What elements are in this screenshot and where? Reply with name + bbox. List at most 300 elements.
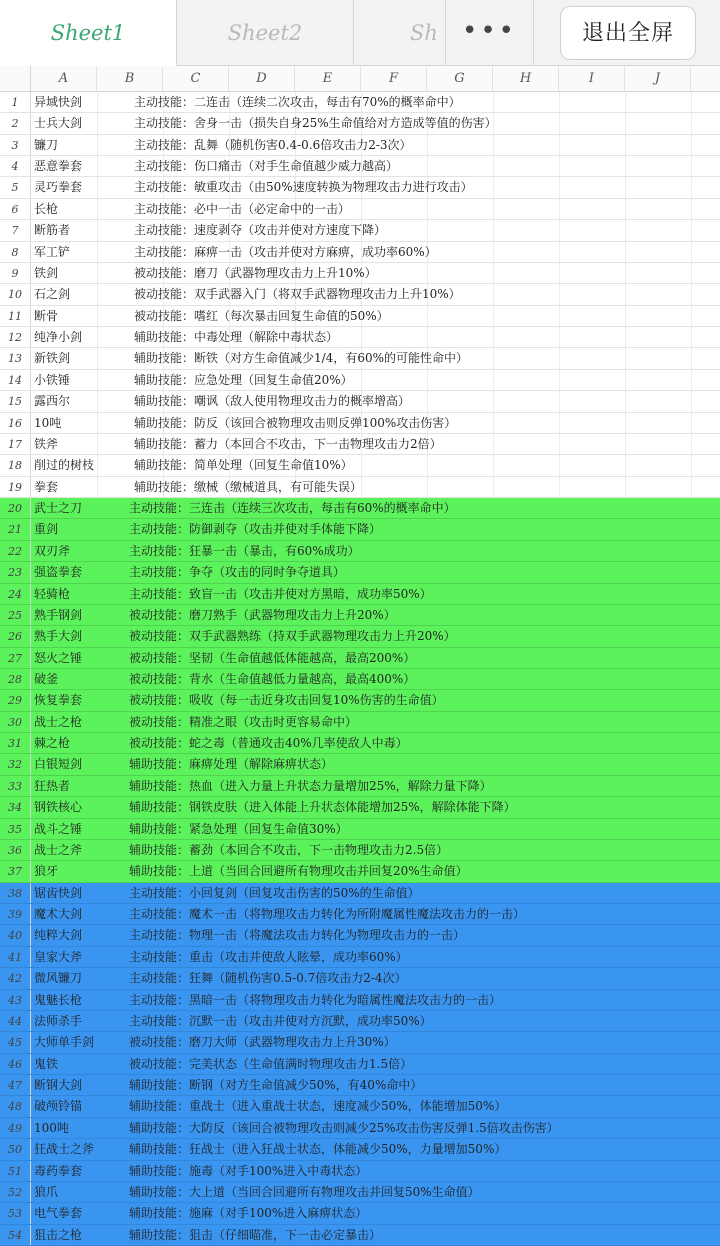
cell-skill-description[interactable]: 辅助技能：麻痹处理（解除麻痹状态）: [129, 757, 334, 772]
grid-line: [97, 242, 98, 262]
row-number[interactable]: 39: [0, 904, 31, 924]
cell-skill-description[interactable]: 主动技能：魔术一击（将物理攻击力转化为所附魔属性魔法攻击力的一击）: [129, 907, 526, 922]
cell-skill-description[interactable]: 主动技能：致盲一击（攻击并使对方黑暗，成功率50%）: [129, 586, 432, 601]
row-number[interactable]: 5: [0, 177, 31, 197]
column-header-i[interactable]: I: [559, 66, 625, 92]
spreadsheet-grid[interactable]: [0, 92, 720, 1246]
grid-line: [97, 434, 98, 454]
tab-sheet2[interactable]: Sheet2: [177, 0, 354, 66]
row-number[interactable]: 54: [0, 1225, 31, 1245]
table-row[interactable]: [0, 1096, 720, 1117]
cell-weapon-name[interactable]: 新铁剑: [34, 351, 71, 366]
grid-line: [625, 413, 626, 433]
grid-line: [493, 135, 494, 155]
table-row[interactable]: [0, 584, 720, 605]
row-number[interactable]: 22: [0, 541, 31, 561]
grid-line: [493, 477, 494, 497]
table-row[interactable]: [0, 1118, 720, 1139]
cell-skill-description[interactable]: 主动技能：舍身一击（损失自身25%生命值给对方造成等值的伤害）: [134, 116, 497, 131]
row-number[interactable]: 49: [0, 1118, 31, 1138]
grid-line: [493, 220, 494, 240]
row-number[interactable]: 40: [0, 925, 31, 945]
grid-line: [361, 199, 362, 219]
row-number[interactable]: 46: [0, 1054, 31, 1074]
column-header-c[interactable]: C: [163, 66, 229, 92]
grid-line: [361, 370, 362, 390]
grid-line: [691, 199, 692, 219]
row-number[interactable]: 36: [0, 840, 31, 860]
grid-line: [559, 220, 560, 240]
cell-skill-description[interactable]: 被动技能：双手武器入门（将双手武器物理攻击力上升10%）: [134, 287, 461, 302]
cell-weapon-name[interactable]: 狼爪: [34, 1184, 59, 1199]
grid-line: [493, 199, 494, 219]
cell-skill-description[interactable]: 主动技能：沉默一击（攻击并使对方沉默，成功率50%）: [129, 1013, 432, 1028]
cell-weapon-name[interactable]: 破釜: [34, 672, 59, 686]
grid-line: [625, 220, 626, 240]
table-row[interactable]: [0, 455, 720, 476]
more-tabs-button[interactable]: •••: [446, 0, 534, 66]
grid-line: [559, 477, 560, 497]
row-number[interactable]: 35: [0, 819, 31, 839]
cell-skill-description[interactable]: 被动技能：坚韧（生命值越低体能越高，最高200%）: [129, 650, 416, 665]
cell-weapon-name[interactable]: 铁剑: [34, 265, 59, 280]
row-number[interactable]: 11: [0, 306, 31, 326]
table-row[interactable]: [0, 498, 720, 519]
cell-weapon-name[interactable]: 战士之斧: [34, 842, 83, 857]
grid-line: [493, 92, 494, 112]
table-row[interactable]: [0, 1182, 720, 1203]
cell-skill-description[interactable]: 辅助技能：简单处理（回复生命值10%）: [134, 458, 353, 473]
cell-skill-description[interactable]: 辅助技能：大防反（该回合被物理攻击则减少25%攻击伤害反弹1.5倍攻击伤害）: [129, 1120, 559, 1135]
table-row[interactable]: [0, 135, 720, 156]
cell-skill-description[interactable]: 辅助技能：嘲讽（敌人使用物理攻击力的概率增高）: [134, 394, 411, 409]
grid-line: [625, 156, 626, 176]
table-row[interactable]: [0, 177, 720, 198]
cell-skill-description[interactable]: 辅助技能：缴械（缴械道具，有可能失误）: [134, 479, 363, 494]
table-row[interactable]: [0, 1139, 720, 1160]
grid-line: [493, 434, 494, 454]
cell-skill-description[interactable]: 主动技能：狂舞（随机伤害0.5-0.7倍攻击力2-4次）: [129, 971, 407, 986]
table-row[interactable]: [0, 1032, 720, 1053]
table-row[interactable]: [0, 754, 720, 775]
cell-weapon-name[interactable]: 士兵大剑: [34, 116, 83, 131]
grid-line: [427, 327, 428, 347]
row-number[interactable]: 51: [0, 1161, 31, 1181]
grid-line: [559, 284, 560, 304]
grid-line: [97, 220, 98, 240]
row-number[interactable]: 19: [0, 477, 31, 497]
cell-skill-description[interactable]: 辅助技能：蓄劲（本回合不攻击，下一击物理攻击力2.5倍）: [129, 842, 449, 857]
table-row[interactable]: [0, 284, 720, 305]
cell-skill-description[interactable]: 辅助技能：热血（进入力量上升状态力量增加25%，解除力量下降）: [129, 778, 492, 793]
row-number[interactable]: 7: [0, 220, 31, 240]
cell-skill-description[interactable]: 主动技能：敏重攻击（由50%速度转换为物理攻击力进行攻击）: [134, 180, 473, 195]
cell-weapon-name[interactable]: 小铁锤: [34, 372, 71, 387]
grid-line: [625, 242, 626, 262]
cell-weapon-name[interactable]: 强盗拳套: [34, 565, 83, 580]
cell-skill-description[interactable]: 主动技能：必中一击（必定命中的一击）: [134, 201, 351, 216]
cell-skill-description[interactable]: 辅助技能：狂战士（进入狂战士状态，体能减少50%，力量增加50%）: [129, 1142, 507, 1157]
cell-weapon-name[interactable]: 重剑: [34, 522, 59, 537]
cell-weapon-name[interactable]: 战斗之锤: [34, 821, 83, 836]
cell-skill-description[interactable]: 辅助技能：大上道（当回合回避所有物理攻击并回复50%生命值）: [129, 1184, 480, 1199]
grid-line: [97, 306, 98, 326]
row-number[interactable]: 14: [0, 370, 31, 390]
cell-weapon-name[interactable]: 鬼铁: [34, 1056, 59, 1071]
table-row[interactable]: [0, 626, 720, 647]
cell-skill-description[interactable]: 被动技能：双手武器熟练（持双手武器物理攻击力上升20%）: [129, 629, 456, 644]
table-row[interactable]: [0, 1203, 720, 1224]
grid-line: [97, 199, 98, 219]
sheet-tab-bar: [0, 0, 720, 66]
cell-skill-description[interactable]: 主动技能：伤口痛击（对手生命值越少威力越高）: [134, 159, 399, 174]
row-number[interactable]: 21: [0, 519, 31, 539]
grid-line: [625, 92, 626, 112]
cell-skill-description[interactable]: 被动技能：完美状态（生命值满时物理攻击力1.5倍）: [129, 1056, 413, 1071]
table-row[interactable]: [0, 220, 720, 241]
table-row[interactable]: [0, 199, 720, 220]
table-row[interactable]: [0, 840, 720, 861]
cell-weapon-name[interactable]: 战士之枪: [34, 714, 83, 729]
grid-line: [427, 477, 428, 497]
grid-line: [691, 263, 692, 283]
table-row[interactable]: [0, 669, 720, 690]
row-number[interactable]: 32: [0, 754, 31, 774]
cell-skill-description[interactable]: 辅助技能：断钢（对方生命值减少50%，有40%命中）: [129, 1078, 423, 1093]
cell-weapon-name[interactable]: 削过的树枝: [34, 458, 95, 473]
grid-line: [97, 156, 98, 176]
row-number[interactable]: 15: [0, 391, 31, 411]
cell-weapon-name[interactable]: 熟手钢剑: [34, 607, 83, 622]
column-header-j[interactable]: J: [625, 66, 691, 92]
cell-weapon-name[interactable]: 棘之枪: [34, 736, 71, 751]
cell-weapon-name[interactable]: 纯净小剑: [34, 330, 83, 345]
cell-skill-description[interactable]: 辅助技能：断铁（对方生命值减少1/4，有60%的可能性命中）: [134, 351, 468, 366]
row-number[interactable]: 9: [0, 263, 31, 283]
cell-weapon-name[interactable]: 军工铲: [34, 244, 71, 259]
cell-skill-description[interactable]: 辅助技能：施麻（对手100%进入麻痹状态）: [129, 1206, 368, 1221]
cell-skill-description[interactable]: 被动技能：蛇之毒（普通攻击40%几率使敌人中毒）: [129, 736, 408, 751]
cell-skill-description[interactable]: 被动技能：磨刀熟手（武器物理攻击力上升20%）: [129, 607, 396, 622]
table-row[interactable]: [0, 990, 720, 1011]
cell-skill-description[interactable]: 辅助技能：应急处理（回复生命值20%）: [134, 372, 353, 387]
table-row[interactable]: [0, 904, 720, 925]
grid-line: [625, 455, 626, 475]
table-row[interactable]: [0, 156, 720, 177]
row-number[interactable]: 45: [0, 1032, 31, 1052]
grid-line: [625, 135, 626, 155]
row-number[interactable]: 48: [0, 1096, 31, 1116]
cell-weapon-name[interactable]: 微风镰刀: [34, 971, 83, 986]
table-row[interactable]: [0, 434, 720, 455]
cell-weapon-name[interactable]: 石之剑: [34, 287, 71, 302]
column-header-b[interactable]: B: [97, 66, 163, 92]
table-row[interactable]: [0, 925, 720, 946]
table-row[interactable]: [0, 306, 720, 327]
table-row[interactable]: [0, 348, 720, 369]
row-number[interactable]: 16: [0, 413, 31, 433]
table-row[interactable]: [0, 883, 720, 904]
row-number[interactable]: 50: [0, 1139, 31, 1159]
grid-line: [493, 455, 494, 475]
column-header-d[interactable]: D: [229, 66, 295, 92]
cell-weapon-name[interactable]: 断钢大剑: [34, 1078, 83, 1093]
table-row[interactable]: [0, 690, 720, 711]
row-number[interactable]: 12: [0, 327, 31, 347]
cell-weapon-name[interactable]: 露西尔: [34, 394, 71, 409]
grid-line: [625, 263, 626, 283]
cell-weapon-name[interactable]: 钢铁核心: [34, 800, 83, 815]
cell-skill-description[interactable]: 被动技能：嗜红（每次暴击回复生命值的50%）: [134, 308, 389, 323]
table-row[interactable]: [0, 1075, 720, 1096]
grid-line: [97, 92, 98, 112]
cell-skill-description[interactable]: 辅助技能：防反（该回合被物理攻击则反弹100%攻击伤害）: [134, 415, 457, 430]
grid-line: [625, 477, 626, 497]
table-row[interactable]: [0, 1225, 720, 1246]
grid-line: [559, 177, 560, 197]
grid-line: [625, 113, 626, 133]
cell-weapon-name[interactable]: 锯齿快剑: [34, 885, 83, 900]
cell-weapon-name[interactable]: 武士之刀: [34, 501, 83, 516]
row-number[interactable]: 23: [0, 562, 31, 582]
grid-line: [691, 242, 692, 262]
row-number[interactable]: 33: [0, 776, 31, 796]
row-number[interactable]: 41: [0, 947, 31, 967]
cell-weapon-name[interactable]: 狂战士之斧: [34, 1142, 95, 1157]
cell-skill-description[interactable]: 被动技能：背水（生命值越低力量越高，最高400%）: [129, 672, 416, 686]
table-row[interactable]: [0, 648, 720, 669]
cell-skill-description[interactable]: 主动技能：物理一击（将魔法攻击力转化为物理攻击力的一击）: [129, 928, 466, 943]
grid-line: [691, 220, 692, 240]
cell-skill-description[interactable]: 主动技能：争夺（攻击的同时争夺道具）: [129, 565, 346, 580]
row-number[interactable]: 26: [0, 626, 31, 646]
row-number[interactable]: 10: [0, 284, 31, 304]
grid-line: [691, 306, 692, 326]
cell-weapon-name[interactable]: 法师杀手: [34, 1013, 83, 1028]
row-number[interactable]: 25: [0, 605, 31, 625]
cell-weapon-name[interactable]: 恶意拳套: [34, 159, 83, 174]
row-number[interactable]: 28: [0, 669, 31, 689]
grid-line: [493, 284, 494, 304]
cell-weapon-name[interactable]: 异域快剑: [34, 95, 83, 109]
cell-weapon-name[interactable]: 镰刀: [34, 137, 59, 152]
cell-weapon-name[interactable]: 断骨: [34, 308, 59, 323]
table-row[interactable]: [0, 113, 720, 134]
row-number[interactable]: 17: [0, 434, 31, 454]
cell-weapon-name[interactable]: 拳套: [34, 479, 59, 494]
grid-line: [691, 455, 692, 475]
row-number[interactable]: 2: [0, 113, 31, 133]
cell-skill-description[interactable]: 辅助技能：钢铁皮肤（进入体能上升状态体能增加25%，解除体能下降）: [129, 800, 516, 815]
cell-weapon-name[interactable]: 白银短剑: [34, 757, 83, 772]
table-row[interactable]: [0, 263, 720, 284]
cell-weapon-name[interactable]: 恢复拳套: [34, 693, 83, 708]
cell-weapon-name[interactable]: 电气拳套: [34, 1206, 83, 1221]
cell-skill-description[interactable]: 辅助技能：施毒（对手100%进入中毒状态）: [129, 1163, 368, 1178]
cell-weapon-name[interactable]: 狼牙: [34, 864, 59, 879]
cell-weapon-name[interactable]: 魔术大剑: [34, 907, 83, 922]
grid-line: [97, 348, 98, 368]
table-row[interactable]: [0, 605, 720, 626]
grid-line: [559, 370, 560, 390]
column-header-h[interactable]: H: [493, 66, 559, 92]
table-row[interactable]: [0, 1161, 720, 1182]
table-row[interactable]: [0, 797, 720, 818]
row-number[interactable]: 44: [0, 1011, 31, 1031]
grid-line: [427, 370, 428, 390]
cell-weapon-name[interactable]: 狙击之枪: [34, 1227, 83, 1242]
cell-weapon-name[interactable]: 破颅铃锚: [34, 1099, 83, 1114]
row-number[interactable]: 30: [0, 712, 31, 732]
table-row[interactable]: [0, 819, 720, 840]
tab-sheet1[interactable]: Sheet1: [0, 0, 177, 66]
cell-weapon-name[interactable]: 轻骑枪: [34, 586, 71, 601]
table-row[interactable]: [0, 712, 720, 733]
cell-skill-description[interactable]: 主动技能：速度剥夺（攻击并使对方速度下降）: [134, 223, 387, 238]
cell-skill-description[interactable]: 辅助技能：重战士（进入重战士状态，速度减少50%，体能增加50%）: [129, 1099, 507, 1114]
cell-weapon-name[interactable]: 10吨: [34, 415, 62, 430]
grid-line: [427, 455, 428, 475]
row-number[interactable]: 34: [0, 797, 31, 817]
row-number[interactable]: 38: [0, 883, 31, 903]
row-number[interactable]: 29: [0, 690, 31, 710]
cell-skill-description[interactable]: 辅助技能：上道（当回合回避所有物理攻击并回复20%生命值）: [129, 864, 468, 879]
table-row[interactable]: [0, 391, 720, 412]
row-number[interactable]: 3: [0, 135, 31, 155]
grid-line: [97, 327, 98, 347]
grid-line: [97, 113, 98, 133]
row-number[interactable]: 37: [0, 861, 31, 881]
table-row[interactable]: [0, 562, 720, 583]
table-row[interactable]: [0, 733, 720, 754]
grid-line: [559, 348, 560, 368]
cell-weapon-name[interactable]: 大师单手剑: [34, 1035, 95, 1050]
cell-skill-description[interactable]: 辅助技能：狙击（仔细瞄准，下一击必定暴击）: [129, 1227, 382, 1242]
row-number[interactable]: 1: [0, 92, 31, 112]
cell-skill-description[interactable]: 主动技能：重击（攻击并使敌人眩晕，成功率60%）: [129, 949, 408, 964]
table-row[interactable]: [0, 370, 720, 391]
cell-skill-description[interactable]: 主动技能：小回复剑（回复攻击伤害的50%的生命值）: [129, 885, 420, 900]
cell-skill-description[interactable]: 主动技能：狂暴一击（暴击，有60%成功）: [129, 543, 360, 558]
table-row[interactable]: [0, 519, 720, 540]
cell-skill-description[interactable]: 主动技能：麻痹一击（攻击并使对方麻痹，成功率60%）: [134, 244, 437, 259]
grid-line: [97, 263, 98, 283]
grid-line: [559, 434, 560, 454]
table-row[interactable]: [0, 947, 720, 968]
table-row[interactable]: [0, 242, 720, 263]
column-header-f[interactable]: F: [361, 66, 427, 92]
table-row[interactable]: [0, 413, 720, 434]
grid-line: [559, 391, 560, 411]
grid-line: [625, 306, 626, 326]
cell-weapon-name[interactable]: 铁斧: [34, 436, 59, 451]
cell-weapon-name[interactable]: 双刃斧: [34, 543, 71, 558]
row-number[interactable]: 6: [0, 199, 31, 219]
row-number[interactable]: 47: [0, 1075, 31, 1095]
table-row[interactable]: [0, 776, 720, 797]
cell-skill-description[interactable]: 辅助技能：中毒处理（解除中毒状态）: [134, 330, 339, 345]
cell-weapon-name[interactable]: 纯粹大剑: [34, 928, 83, 943]
cell-skill-description[interactable]: 主动技能：三连击（连续三次攻击，每击有60%的概率命中）: [129, 501, 456, 516]
cell-skill-description[interactable]: 主动技能：二连击（连续二次攻击，每击有70%的概率命中）: [134, 95, 461, 109]
table-row[interactable]: [0, 861, 720, 882]
row-number[interactable]: 31: [0, 733, 31, 753]
row-number[interactable]: 53: [0, 1203, 31, 1223]
cell-skill-description[interactable]: 被动技能：精准之眼（攻击时更容易命中）: [129, 714, 358, 729]
table-row[interactable]: [0, 541, 720, 562]
grid-line: [493, 413, 494, 433]
row-number[interactable]: 18: [0, 455, 31, 475]
table-row[interactable]: [0, 327, 720, 348]
cell-weapon-name[interactable]: 断筋者: [34, 223, 71, 238]
cell-skill-description[interactable]: 被动技能：磨刀大师（武器物理攻击力上升30%）: [129, 1035, 396, 1050]
grid-line: [691, 477, 692, 497]
grid-line: [559, 156, 560, 176]
cell-skill-description[interactable]: 主动技能：乱舞（随机伤害0.4-0.6倍攻击力2-3次）: [134, 137, 412, 152]
row-number[interactable]: 43: [0, 990, 31, 1010]
cell-skill-description[interactable]: 辅助技能：蓄力（本回合不攻击，下一击物理攻击力2倍）: [134, 436, 442, 451]
grid-line: [559, 327, 560, 347]
grid-line: [97, 177, 98, 197]
select-all-corner[interactable]: [0, 66, 31, 92]
grid-line: [625, 327, 626, 347]
cell-skill-description[interactable]: 主动技能：防御剥夺（攻击并使对手体能下降）: [129, 522, 382, 537]
table-row[interactable]: [0, 1011, 720, 1032]
column-header-row: [0, 66, 720, 92]
tab-sheet3[interactable]: Sh: [354, 0, 446, 66]
table-row[interactable]: [0, 968, 720, 989]
grid-line: [427, 263, 428, 283]
cell-weapon-name[interactable]: 100吨: [34, 1120, 69, 1135]
grid-line: [361, 455, 362, 475]
cell-weapon-name[interactable]: 毒药拳套: [34, 1163, 83, 1178]
cell-weapon-name[interactable]: 鬼魅长枪: [34, 992, 83, 1007]
grid-line: [427, 156, 428, 176]
cell-skill-description[interactable]: 辅助技能：紧急处理（回复生命值30%）: [129, 821, 348, 836]
table-row[interactable]: [0, 92, 720, 113]
row-number[interactable]: 42: [0, 968, 31, 988]
cell-skill-description[interactable]: 主动技能：黑暗一击（将物理攻击力转化为暗属性魔法攻击力的一击）: [129, 992, 502, 1007]
table-row[interactable]: [0, 477, 720, 498]
row-number[interactable]: 20: [0, 498, 31, 518]
cell-weapon-name[interactable]: 灵巧拳套: [34, 180, 83, 195]
cell-weapon-name[interactable]: 狂热者: [34, 778, 71, 793]
cell-weapon-name[interactable]: 熟手大剑: [34, 629, 83, 644]
grid-line: [493, 370, 494, 390]
row-number[interactable]: 13: [0, 348, 31, 368]
row-number[interactable]: 8: [0, 242, 31, 262]
row-number[interactable]: 52: [0, 1182, 31, 1202]
grid-line: [559, 92, 560, 112]
grid-line: [97, 455, 98, 475]
column-header-g[interactable]: G: [427, 66, 493, 92]
grid-line: [493, 242, 494, 262]
grid-line: [427, 220, 428, 240]
row-number[interactable]: 24: [0, 584, 31, 604]
table-row[interactable]: [0, 1054, 720, 1075]
cell-weapon-name[interactable]: 长枪: [34, 201, 59, 216]
grid-line: [559, 135, 560, 155]
row-number[interactable]: 27: [0, 648, 31, 668]
row-number[interactable]: 4: [0, 156, 31, 176]
cell-weapon-name[interactable]: 怒火之锤: [34, 650, 83, 665]
exit-fullscreen-button[interactable]: 退出全屏: [560, 6, 696, 60]
cell-weapon-name[interactable]: 皇家大斧: [34, 949, 83, 964]
cell-skill-description[interactable]: 被动技能：吸收（每一击近身攻击回复10%伤害的生命值）: [129, 693, 444, 708]
cell-skill-description[interactable]: 被动技能：磨刀（武器物理攻击力上升10%）: [134, 265, 377, 280]
column-header-e[interactable]: E: [295, 66, 361, 92]
column-header-a[interactable]: A: [31, 66, 97, 92]
